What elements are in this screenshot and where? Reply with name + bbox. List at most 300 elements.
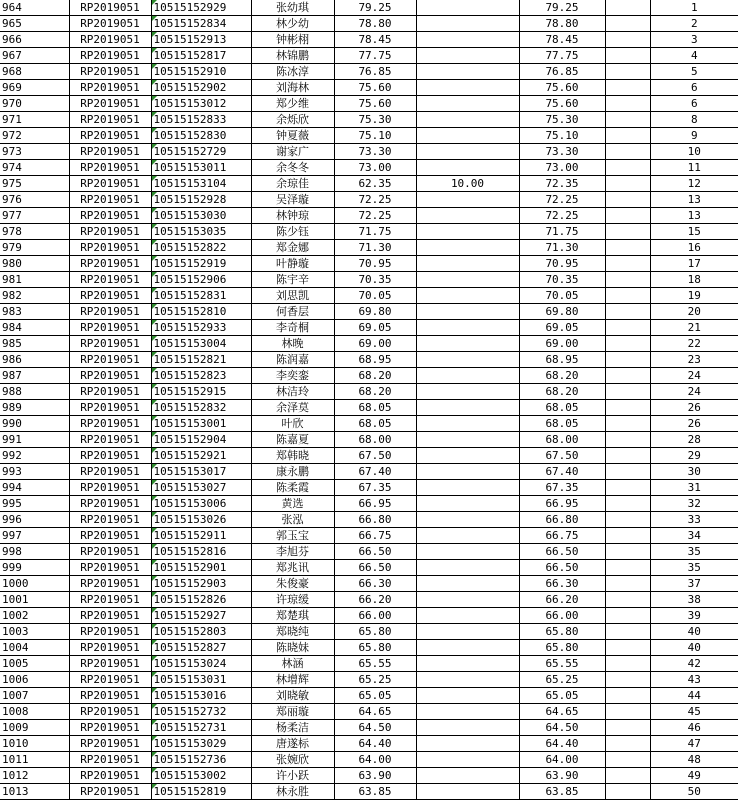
candidate-name-cell[interactable]: 陈晓妹	[251, 640, 334, 656]
batch-code-cell[interactable]: RP2019051	[69, 640, 151, 656]
total-score-cell[interactable]: 66.50	[519, 544, 605, 560]
seq-number-cell[interactable]: 988	[0, 384, 69, 400]
seq-number-cell[interactable]: 1011	[0, 752, 69, 768]
bonus-score-cell[interactable]	[416, 496, 519, 512]
written-score-cell[interactable]: 73.30	[334, 144, 416, 160]
rank-cell[interactable]: 37	[650, 576, 738, 592]
batch-code-cell[interactable]: RP2019051	[69, 320, 151, 336]
batch-code-cell[interactable]: RP2019051	[69, 752, 151, 768]
total-score-cell[interactable]: 72.35	[519, 176, 605, 192]
rank-cell[interactable]: 43	[650, 672, 738, 688]
blank-cell[interactable]	[605, 576, 650, 592]
batch-code-cell[interactable]: RP2019051	[69, 480, 151, 496]
rank-cell[interactable]: 4	[650, 48, 738, 64]
written-score-cell[interactable]: 70.05	[334, 288, 416, 304]
rank-cell[interactable]: 47	[650, 736, 738, 752]
seq-number-cell[interactable]: 1009	[0, 720, 69, 736]
total-score-cell[interactable]: 68.05	[519, 416, 605, 432]
exam-number-cell[interactable]: 10515152906	[151, 272, 251, 288]
rank-cell[interactable]: 23	[650, 352, 738, 368]
blank-cell[interactable]	[605, 288, 650, 304]
written-score-cell[interactable]: 65.80	[334, 624, 416, 640]
exam-number-cell[interactable]: 10515152819	[151, 784, 251, 800]
exam-number-cell[interactable]: 10515152823	[151, 368, 251, 384]
bonus-score-cell[interactable]	[416, 592, 519, 608]
seq-number-cell[interactable]: 986	[0, 352, 69, 368]
candidate-name-cell[interactable]: 张幼琪	[251, 0, 334, 16]
blank-cell[interactable]	[605, 720, 650, 736]
seq-number-cell[interactable]: 994	[0, 480, 69, 496]
seq-number-cell[interactable]: 984	[0, 320, 69, 336]
blank-cell[interactable]	[605, 448, 650, 464]
exam-number-cell[interactable]: 10515153031	[151, 672, 251, 688]
seq-number-cell[interactable]: 970	[0, 96, 69, 112]
exam-number-cell[interactable]: 10515153012	[151, 96, 251, 112]
blank-cell[interactable]	[605, 528, 650, 544]
bonus-score-cell[interactable]	[416, 608, 519, 624]
blank-cell[interactable]	[605, 272, 650, 288]
rank-cell[interactable]: 17	[650, 256, 738, 272]
candidate-name-cell[interactable]: 李奇桐	[251, 320, 334, 336]
bonus-score-cell[interactable]	[416, 224, 519, 240]
candidate-name-cell[interactable]: 张婉欣	[251, 752, 334, 768]
written-score-cell[interactable]: 64.65	[334, 704, 416, 720]
written-score-cell[interactable]: 67.40	[334, 464, 416, 480]
batch-code-cell[interactable]: RP2019051	[69, 288, 151, 304]
total-score-cell[interactable]: 77.75	[519, 48, 605, 64]
exam-number-cell[interactable]: 10515153016	[151, 688, 251, 704]
blank-cell[interactable]	[605, 16, 650, 32]
bonus-score-cell[interactable]	[416, 736, 519, 752]
batch-code-cell[interactable]: RP2019051	[69, 672, 151, 688]
rank-cell[interactable]: 11	[650, 160, 738, 176]
seq-number-cell[interactable]: 979	[0, 240, 69, 256]
bonus-score-cell[interactable]	[416, 544, 519, 560]
candidate-name-cell[interactable]: 李旭芬	[251, 544, 334, 560]
bonus-score-cell[interactable]	[416, 752, 519, 768]
candidate-name-cell[interactable]: 余烁欣	[251, 112, 334, 128]
bonus-score-cell[interactable]	[416, 400, 519, 416]
batch-code-cell[interactable]: RP2019051	[69, 544, 151, 560]
written-score-cell[interactable]: 68.05	[334, 416, 416, 432]
total-score-cell[interactable]: 72.25	[519, 192, 605, 208]
batch-code-cell[interactable]: RP2019051	[69, 496, 151, 512]
blank-cell[interactable]	[605, 432, 650, 448]
blank-cell[interactable]	[605, 704, 650, 720]
total-score-cell[interactable]: 65.25	[519, 672, 605, 688]
written-score-cell[interactable]: 68.00	[334, 432, 416, 448]
candidate-name-cell[interactable]: 许小跃	[251, 768, 334, 784]
total-score-cell[interactable]: 66.75	[519, 528, 605, 544]
total-score-cell[interactable]: 79.25	[519, 0, 605, 16]
batch-code-cell[interactable]: RP2019051	[69, 16, 151, 32]
blank-cell[interactable]	[605, 384, 650, 400]
total-score-cell[interactable]: 69.05	[519, 320, 605, 336]
candidate-name-cell[interactable]: 林锦鹏	[251, 48, 334, 64]
exam-number-cell[interactable]: 10515152731	[151, 720, 251, 736]
written-score-cell[interactable]: 66.80	[334, 512, 416, 528]
blank-cell[interactable]	[605, 512, 650, 528]
rank-cell[interactable]: 6	[650, 96, 738, 112]
blank-cell[interactable]	[605, 192, 650, 208]
bonus-score-cell[interactable]	[416, 480, 519, 496]
exam-number-cell[interactable]: 10515153104	[151, 176, 251, 192]
seq-number-cell[interactable]: 991	[0, 432, 69, 448]
seq-number-cell[interactable]: 995	[0, 496, 69, 512]
candidate-name-cell[interactable]: 刘思凯	[251, 288, 334, 304]
written-score-cell[interactable]: 71.30	[334, 240, 416, 256]
bonus-score-cell[interactable]	[416, 304, 519, 320]
exam-number-cell[interactable]: 10515152928	[151, 192, 251, 208]
total-score-cell[interactable]: 64.65	[519, 704, 605, 720]
written-score-cell[interactable]: 66.20	[334, 592, 416, 608]
blank-cell[interactable]	[605, 688, 650, 704]
blank-cell[interactable]	[605, 752, 650, 768]
bonus-score-cell[interactable]	[416, 352, 519, 368]
bonus-score-cell[interactable]	[416, 528, 519, 544]
exam-number-cell[interactable]: 10515152736	[151, 752, 251, 768]
candidate-name-cell[interactable]: 郑少维	[251, 96, 334, 112]
exam-number-cell[interactable]: 10515152911	[151, 528, 251, 544]
rank-cell[interactable]: 26	[650, 400, 738, 416]
total-score-cell[interactable]: 66.00	[519, 608, 605, 624]
total-score-cell[interactable]: 68.05	[519, 400, 605, 416]
seq-number-cell[interactable]: 971	[0, 112, 69, 128]
written-score-cell[interactable]: 66.75	[334, 528, 416, 544]
rank-cell[interactable]: 50	[650, 784, 738, 800]
written-score-cell[interactable]: 65.80	[334, 640, 416, 656]
rank-cell[interactable]: 20	[650, 304, 738, 320]
seq-number-cell[interactable]: 965	[0, 16, 69, 32]
rank-cell[interactable]: 35	[650, 544, 738, 560]
candidate-name-cell[interactable]: 陈宇辛	[251, 272, 334, 288]
total-score-cell[interactable]: 65.80	[519, 640, 605, 656]
bonus-score-cell[interactable]	[416, 560, 519, 576]
written-score-cell[interactable]: 63.90	[334, 768, 416, 784]
seq-number-cell[interactable]: 1013	[0, 784, 69, 800]
batch-code-cell[interactable]: RP2019051	[69, 384, 151, 400]
rank-cell[interactable]: 26	[650, 416, 738, 432]
total-score-cell[interactable]: 68.95	[519, 352, 605, 368]
seq-number-cell[interactable]: 1008	[0, 704, 69, 720]
total-score-cell[interactable]: 68.00	[519, 432, 605, 448]
bonus-score-cell[interactable]	[416, 320, 519, 336]
candidate-name-cell[interactable]: 陈少钰	[251, 224, 334, 240]
rank-cell[interactable]: 33	[650, 512, 738, 528]
exam-number-cell[interactable]: 10515152830	[151, 128, 251, 144]
batch-code-cell[interactable]: RP2019051	[69, 256, 151, 272]
exam-number-cell[interactable]: 10515153027	[151, 480, 251, 496]
exam-number-cell[interactable]: 10515152833	[151, 112, 251, 128]
candidate-name-cell[interactable]: 陈冰淳	[251, 64, 334, 80]
seq-number-cell[interactable]: 966	[0, 32, 69, 48]
exam-number-cell[interactable]: 10515153029	[151, 736, 251, 752]
blank-cell[interactable]	[605, 624, 650, 640]
total-score-cell[interactable]: 64.00	[519, 752, 605, 768]
candidate-name-cell[interactable]: 朱俊豪	[251, 576, 334, 592]
seq-number-cell[interactable]: 992	[0, 448, 69, 464]
rank-cell[interactable]: 48	[650, 752, 738, 768]
exam-number-cell[interactable]: 10515152826	[151, 592, 251, 608]
exam-number-cell[interactable]: 10515152827	[151, 640, 251, 656]
exam-number-cell[interactable]: 10515152933	[151, 320, 251, 336]
written-score-cell[interactable]: 65.25	[334, 672, 416, 688]
seq-number-cell[interactable]: 993	[0, 464, 69, 480]
rank-cell[interactable]: 22	[650, 336, 738, 352]
written-score-cell[interactable]: 77.75	[334, 48, 416, 64]
exam-number-cell[interactable]: 10515152831	[151, 288, 251, 304]
seq-number-cell[interactable]: 976	[0, 192, 69, 208]
batch-code-cell[interactable]: RP2019051	[69, 560, 151, 576]
exam-number-cell[interactable]: 10515152821	[151, 352, 251, 368]
candidate-name-cell[interactable]: 刘海林	[251, 80, 334, 96]
bonus-score-cell[interactable]	[416, 112, 519, 128]
rank-cell[interactable]: 9	[650, 128, 738, 144]
candidate-name-cell[interactable]: 余琼佳	[251, 176, 334, 192]
batch-code-cell[interactable]: RP2019051	[69, 416, 151, 432]
rank-cell[interactable]: 38	[650, 592, 738, 608]
written-score-cell[interactable]: 67.50	[334, 448, 416, 464]
seq-number-cell[interactable]: 980	[0, 256, 69, 272]
bonus-score-cell[interactable]	[416, 672, 519, 688]
total-score-cell[interactable]: 65.55	[519, 656, 605, 672]
candidate-name-cell[interactable]: 吴泽璇	[251, 192, 334, 208]
total-score-cell[interactable]: 66.30	[519, 576, 605, 592]
blank-cell[interactable]	[605, 80, 650, 96]
rank-cell[interactable]: 34	[650, 528, 738, 544]
total-score-cell[interactable]: 64.40	[519, 736, 605, 752]
batch-code-cell[interactable]: RP2019051	[69, 144, 151, 160]
exam-number-cell[interactable]: 10515152834	[151, 16, 251, 32]
blank-cell[interactable]	[605, 480, 650, 496]
exam-number-cell[interactable]: 10515152817	[151, 48, 251, 64]
total-score-cell[interactable]: 78.45	[519, 32, 605, 48]
written-score-cell[interactable]: 76.85	[334, 64, 416, 80]
blank-cell[interactable]	[605, 368, 650, 384]
bonus-score-cell[interactable]	[416, 640, 519, 656]
rank-cell[interactable]: 46	[650, 720, 738, 736]
bonus-score-cell[interactable]	[416, 128, 519, 144]
rank-cell[interactable]: 42	[650, 656, 738, 672]
blank-cell[interactable]	[605, 144, 650, 160]
rank-cell[interactable]: 45	[650, 704, 738, 720]
written-score-cell[interactable]: 64.00	[334, 752, 416, 768]
total-score-cell[interactable]: 65.05	[519, 688, 605, 704]
seq-number-cell[interactable]: 967	[0, 48, 69, 64]
batch-code-cell[interactable]: RP2019051	[69, 128, 151, 144]
rank-cell[interactable]: 44	[650, 688, 738, 704]
total-score-cell[interactable]: 71.30	[519, 240, 605, 256]
total-score-cell[interactable]: 68.20	[519, 368, 605, 384]
bonus-score-cell[interactable]	[416, 368, 519, 384]
blank-cell[interactable]	[605, 0, 650, 16]
bonus-score-cell[interactable]	[416, 80, 519, 96]
blank-cell[interactable]	[605, 160, 650, 176]
rank-cell[interactable]: 28	[650, 432, 738, 448]
total-score-cell[interactable]: 75.60	[519, 96, 605, 112]
batch-code-cell[interactable]: RP2019051	[69, 576, 151, 592]
blank-cell[interactable]	[605, 304, 650, 320]
written-score-cell[interactable]: 68.05	[334, 400, 416, 416]
seq-number-cell[interactable]: 968	[0, 64, 69, 80]
bonus-score-cell[interactable]	[416, 704, 519, 720]
rank-cell[interactable]: 24	[650, 368, 738, 384]
batch-code-cell[interactable]: RP2019051	[69, 656, 151, 672]
total-score-cell[interactable]: 66.20	[519, 592, 605, 608]
written-score-cell[interactable]: 69.05	[334, 320, 416, 336]
seq-number-cell[interactable]: 990	[0, 416, 69, 432]
blank-cell[interactable]	[605, 176, 650, 192]
batch-code-cell[interactable]: RP2019051	[69, 160, 151, 176]
seq-number-cell[interactable]: 1005	[0, 656, 69, 672]
candidate-name-cell[interactable]: 钟夏薇	[251, 128, 334, 144]
blank-cell[interactable]	[605, 560, 650, 576]
total-score-cell[interactable]: 67.50	[519, 448, 605, 464]
exam-number-cell[interactable]: 10515152832	[151, 400, 251, 416]
seq-number-cell[interactable]: 974	[0, 160, 69, 176]
bonus-score-cell[interactable]	[416, 688, 519, 704]
total-score-cell[interactable]: 63.85	[519, 784, 605, 800]
rank-cell[interactable]: 13	[650, 208, 738, 224]
candidate-name-cell[interactable]: 林钟琼	[251, 208, 334, 224]
candidate-name-cell[interactable]: 何香层	[251, 304, 334, 320]
rank-cell[interactable]: 12	[650, 176, 738, 192]
candidate-name-cell[interactable]: 刘晓敏	[251, 688, 334, 704]
rank-cell[interactable]: 6	[650, 80, 738, 96]
written-score-cell[interactable]: 65.55	[334, 656, 416, 672]
candidate-name-cell[interactable]: 谢家广	[251, 144, 334, 160]
candidate-name-cell[interactable]: 钟彬栩	[251, 32, 334, 48]
batch-code-cell[interactable]: RP2019051	[69, 784, 151, 800]
seq-number-cell[interactable]: 989	[0, 400, 69, 416]
total-score-cell[interactable]: 70.95	[519, 256, 605, 272]
rank-cell[interactable]: 29	[650, 448, 738, 464]
candidate-name-cell[interactable]: 康永鹏	[251, 464, 334, 480]
candidate-name-cell[interactable]: 郑韩晓	[251, 448, 334, 464]
rank-cell[interactable]: 24	[650, 384, 738, 400]
rank-cell[interactable]: 13	[650, 192, 738, 208]
candidate-name-cell[interactable]: 张泓	[251, 512, 334, 528]
rank-cell[interactable]: 10	[650, 144, 738, 160]
batch-code-cell[interactable]: RP2019051	[69, 352, 151, 368]
blank-cell[interactable]	[605, 64, 650, 80]
exam-number-cell[interactable]: 10515153011	[151, 160, 251, 176]
seq-number-cell[interactable]: 1002	[0, 608, 69, 624]
seq-number-cell[interactable]: 1010	[0, 736, 69, 752]
rank-cell[interactable]: 21	[650, 320, 738, 336]
rank-cell[interactable]: 2	[650, 16, 738, 32]
bonus-score-cell[interactable]	[416, 96, 519, 112]
bonus-score-cell[interactable]	[416, 192, 519, 208]
bonus-score-cell[interactable]	[416, 512, 519, 528]
exam-number-cell[interactable]: 10515152927	[151, 608, 251, 624]
batch-code-cell[interactable]: RP2019051	[69, 224, 151, 240]
written-score-cell[interactable]: 78.80	[334, 16, 416, 32]
exam-number-cell[interactable]: 10515153002	[151, 768, 251, 784]
candidate-name-cell[interactable]: 唐遂标	[251, 736, 334, 752]
seq-number-cell[interactable]: 1003	[0, 624, 69, 640]
candidate-name-cell[interactable]: 林永胜	[251, 784, 334, 800]
written-score-cell[interactable]: 67.35	[334, 480, 416, 496]
total-score-cell[interactable]: 71.75	[519, 224, 605, 240]
blank-cell[interactable]	[605, 240, 650, 256]
candidate-name-cell[interactable]: 余冬冬	[251, 160, 334, 176]
total-score-cell[interactable]: 75.30	[519, 112, 605, 128]
bonus-score-cell[interactable]	[416, 208, 519, 224]
bonus-score-cell[interactable]	[416, 416, 519, 432]
blank-cell[interactable]	[605, 32, 650, 48]
exam-number-cell[interactable]: 10515152822	[151, 240, 251, 256]
bonus-score-cell[interactable]	[416, 256, 519, 272]
bonus-score-cell[interactable]	[416, 784, 519, 800]
blank-cell[interactable]	[605, 544, 650, 560]
rank-cell[interactable]: 31	[650, 480, 738, 496]
bonus-score-cell[interactable]	[416, 272, 519, 288]
exam-number-cell[interactable]: 10515153004	[151, 336, 251, 352]
total-score-cell[interactable]: 65.80	[519, 624, 605, 640]
batch-code-cell[interactable]: RP2019051	[69, 528, 151, 544]
written-score-cell[interactable]: 64.40	[334, 736, 416, 752]
seq-number-cell[interactable]: 1001	[0, 592, 69, 608]
written-score-cell[interactable]: 78.45	[334, 32, 416, 48]
total-score-cell[interactable]: 75.10	[519, 128, 605, 144]
written-score-cell[interactable]: 75.10	[334, 128, 416, 144]
blank-cell[interactable]	[605, 256, 650, 272]
bonus-score-cell[interactable]	[416, 720, 519, 736]
seq-number-cell[interactable]: 969	[0, 80, 69, 96]
written-score-cell[interactable]: 70.35	[334, 272, 416, 288]
batch-code-cell[interactable]: RP2019051	[69, 80, 151, 96]
total-score-cell[interactable]: 78.80	[519, 16, 605, 32]
written-score-cell[interactable]: 66.00	[334, 608, 416, 624]
blank-cell[interactable]	[605, 352, 650, 368]
batch-code-cell[interactable]: RP2019051	[69, 448, 151, 464]
total-score-cell[interactable]: 69.00	[519, 336, 605, 352]
bonus-score-cell[interactable]	[416, 624, 519, 640]
rank-cell[interactable]: 19	[650, 288, 738, 304]
candidate-name-cell[interactable]: 林洁玲	[251, 384, 334, 400]
written-score-cell[interactable]: 72.25	[334, 208, 416, 224]
total-score-cell[interactable]: 66.80	[519, 512, 605, 528]
rank-cell[interactable]: 49	[650, 768, 738, 784]
candidate-name-cell[interactable]: 叶静璇	[251, 256, 334, 272]
bonus-score-cell[interactable]	[416, 16, 519, 32]
blank-cell[interactable]	[605, 400, 650, 416]
rank-cell[interactable]: 35	[650, 560, 738, 576]
exam-number-cell[interactable]: 10515152816	[151, 544, 251, 560]
bonus-score-cell[interactable]	[416, 288, 519, 304]
batch-code-cell[interactable]: RP2019051	[69, 624, 151, 640]
bonus-score-cell[interactable]	[416, 432, 519, 448]
batch-code-cell[interactable]: RP2019051	[69, 432, 151, 448]
written-score-cell[interactable]: 69.00	[334, 336, 416, 352]
candidate-name-cell[interactable]: 林增辉	[251, 672, 334, 688]
blank-cell[interactable]	[605, 768, 650, 784]
rank-cell[interactable]: 3	[650, 32, 738, 48]
blank-cell[interactable]	[605, 608, 650, 624]
exam-number-cell[interactable]: 10515153001	[151, 416, 251, 432]
candidate-name-cell[interactable]: 余泽莫	[251, 400, 334, 416]
exam-number-cell[interactable]: 10515152913	[151, 32, 251, 48]
written-score-cell[interactable]: 65.05	[334, 688, 416, 704]
written-score-cell[interactable]: 75.60	[334, 80, 416, 96]
total-score-cell[interactable]: 70.05	[519, 288, 605, 304]
blank-cell[interactable]	[605, 640, 650, 656]
candidate-name-cell[interactable]: 叶欣	[251, 416, 334, 432]
candidate-name-cell[interactable]: 林少幼	[251, 16, 334, 32]
bonus-score-cell[interactable]	[416, 144, 519, 160]
batch-code-cell[interactable]: RP2019051	[69, 464, 151, 480]
